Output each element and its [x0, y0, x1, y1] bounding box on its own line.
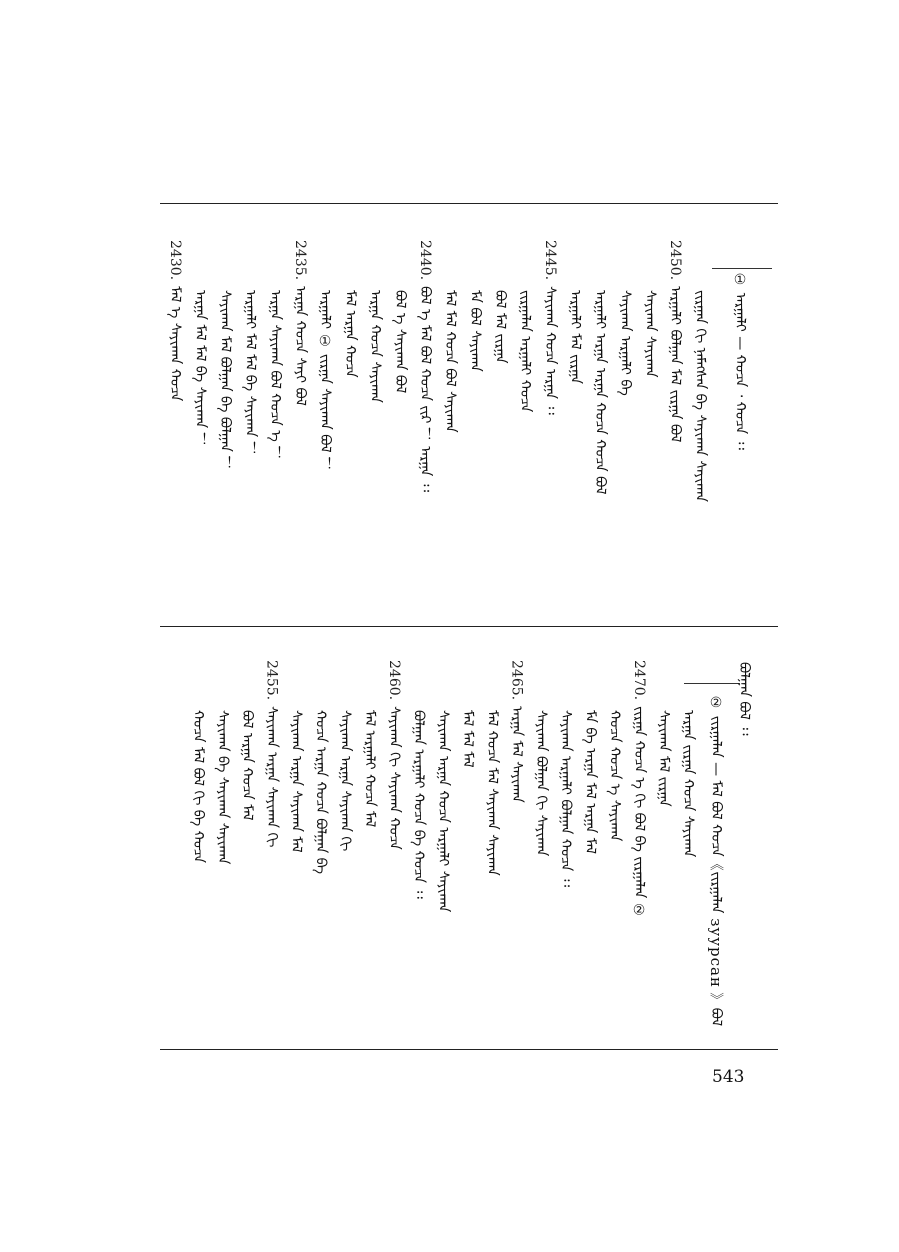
line-text: ᠠᠷᠭᠠᠯᠢ ᠮᠠᠯ ᠮᠠᠯ ᠪᠡ ᠰᠠᠶᠢᠬᠠᠨ ！	[242, 290, 258, 456]
line-text: ᠠᠷᠭᠠ ᠵᠢᠷᠭᠠ ᠬᠤᠴᠠ ᠰᠠᠶᠢᠬᠠᠨ	[680, 710, 696, 858]
line-text: ᠪᠣᠯ ᠮᠠᠯ ᠵᠢᠷᠭᠠ	[492, 290, 508, 364]
verse-line	[315, 290, 335, 471]
line-text: ᠰᠠᠶᠢᠬᠠᠨ ᠬᠤᠴᠠ ᠠᠷᠭᠠ ᠄᠄	[542, 286, 558, 415]
line-text: ᠪᠣᠯ ᠡ ᠮᠠᠯ ᠪᠣᠯ ᠬᠤᠴᠠ ᠵᠢᠷ ！ ᠠᠷᠭᠠ ᠄᠄	[417, 286, 433, 493]
verse-line	[515, 290, 535, 412]
line-text: ᠪᠣᠯ ᠡ ᠰᠠᠶᠢᠬᠠᠨ ᠪᠣᠯ	[392, 290, 408, 394]
footnote-1	[730, 272, 750, 450]
verse-line	[415, 240, 435, 492]
verse-line	[215, 290, 235, 470]
verse-line	[409, 710, 429, 899]
line-text: ᠠᠷᠭᠠᠯᠢ ᠪᠣᠯᠭᠠᠨ ᠮᠠᠯ ᠵᠢᠷᠭᠠ ᠪᠣᠯ	[667, 286, 683, 443]
footnote-2	[706, 695, 726, 1026]
line-number: 2465.	[508, 660, 525, 701]
line-text: ᠰᠠᠶᠢᠬᠠᠨ ᠠᠷᠭᠠᠯᠢ ᠪᠡ	[617, 290, 633, 396]
line-text: ᠵᠢᠷᠭᠠᠯᠠᠨ ᠠᠷᠭᠠᠯᠢ ᠬᠤᠴᠠ	[517, 290, 533, 413]
verse-line	[507, 660, 527, 803]
verse-line	[365, 290, 385, 403]
verse-line	[531, 710, 551, 856]
verse-line	[465, 290, 485, 372]
verse-line	[580, 710, 600, 854]
verse-line	[615, 290, 635, 396]
line-text: ᠮᠠᠯ ᠠᠷᠭᠠᠯᠢ ᠬᠤᠴᠠ ᠮᠠᠯ	[361, 710, 378, 828]
line-number: 2445.	[542, 240, 558, 281]
verse-line	[665, 240, 685, 442]
line-text: ᠮᠠᠯ ᠠᠷᠭᠠ ᠬᠤᠴᠠ	[342, 290, 358, 378]
line-text: ᠠᠷᠭᠠᠯᠢ ᠠᠷᠭᠠ ᠠᠷᠭᠠ ᠬᠤᠴᠠ ᠬᠤᠴᠠ ᠪᠣᠯ	[592, 290, 608, 495]
horizontal-rule-bottom	[160, 1049, 778, 1050]
verse-line	[335, 710, 355, 851]
line-number: 2460.	[386, 660, 402, 701]
line-text: ᠮᠠᠯ ᠮᠠᠯ ᠮᠠᠯ	[459, 710, 476, 768]
verse-line	[286, 710, 306, 853]
verse-line	[678, 710, 698, 857]
line-text: ᠬᠤᠴᠠ ᠮᠠᠯ ᠪᠣᠯ ᠬᠢ ᠪᠡ ᠬᠤᠴᠠ	[190, 710, 206, 864]
footnote-text: ᠵᠢᠷᠭᠠᠯᠠᠨ — ᠮᠠᠯ ᠪᠣᠯ ᠬᠤᠴᠠ《ᠵᠢᠷᠭᠠᠯᠠᠨ	[708, 715, 724, 914]
line-text: ᠪᠣᠯᠭᠠᠨ ᠠᠷᠭᠠᠯᠢ ᠬᠤᠴᠠ ᠪᠡ ᠬᠤᠴᠠ ᠄᠄	[410, 710, 427, 899]
line-text: ᠮᠠ ᠪᠣᠯ ᠰᠠᠶᠢᠬᠠᠨ	[467, 290, 483, 372]
verse-line	[290, 240, 310, 406]
verse-line	[311, 710, 331, 874]
verse-line	[262, 660, 282, 847]
line-number: 2455.	[263, 660, 280, 701]
horizontal-rule-middle	[160, 626, 778, 627]
footnote-separator-bottom	[684, 683, 740, 684]
verse-line	[384, 660, 404, 850]
line-text: ᠰᠠᠶᠢᠬᠠᠨ ᠠᠷᠭᠠ ᠰᠠᠶᠢᠬᠠᠨ ᠬᠢ	[263, 706, 280, 848]
line-text: ᠰᠠᠶᠢᠬᠠᠨ ᠠᠷᠭᠠ ᠰᠠᠶᠢᠬᠠᠨ ᠮᠠᠯ	[288, 710, 304, 853]
line-text: ᠪᠣᠯ ᠠᠷᠭᠠ ᠬᠤᠴᠠ ᠮᠠᠯ	[239, 710, 255, 821]
verse-line	[265, 290, 285, 460]
verse-line	[190, 290, 210, 447]
line-text: ᠮᠠᠯ ᠡ ᠰᠠᠶᠢᠬᠠᠨ ᠬᠤᠴᠠ	[167, 286, 183, 402]
footnote-marker: ②	[708, 695, 724, 711]
line-text: ᠰᠠᠶᠢᠬᠠᠨ ᠮᠠᠯ ᠪᠣᠯᠭᠠᠨ ᠪᠡ ᠪᠣᠯᠭᠠᠨ ！	[217, 290, 233, 471]
verse-line	[605, 710, 625, 841]
line-text: ᠠᠷᠭᠠ ᠰᠠᠶᠢᠬᠠᠨ ᠪᠣᠯ ᠬᠤᠴᠠ ᠡ ！	[267, 290, 283, 461]
line-text: ᠰᠠᠶᠢᠬᠠᠨ ᠬᠢ ᠰᠠᠶᠢᠬᠠᠨ ᠬᠤᠴᠠ	[386, 706, 402, 850]
line-text: ᠰᠠᠶᠢᠬᠠᠨ ᠪᠡ ᠰᠠᠶᠢᠬᠠᠨ ᠰᠠᠶᠢᠬᠠᠨ	[214, 710, 231, 865]
line-text: ᠮᠠ ᠪᠡ ᠠᠷᠭᠠ ᠮᠠᠯ ᠠᠷᠭᠠ ᠮᠠᠯ	[582, 710, 598, 854]
line-text: ᠮᠠᠯ ᠬᠤᠴᠠ ᠮᠠᠯ ᠰᠠᠶᠢᠬᠠᠨ ᠰᠠᠶᠢᠬᠠᠨ	[484, 710, 500, 876]
verse-line	[640, 290, 660, 378]
line-number: 2470.	[631, 660, 647, 701]
verse-line	[360, 710, 380, 827]
verse-line	[565, 290, 585, 384]
verse-line	[237, 710, 257, 820]
line-text: ᠬᠤᠴᠠ ᠠᠷᠭᠠ ᠬᠤᠴᠠ ᠪᠣᠯᠭᠠᠨ ᠪᠡ	[312, 710, 329, 875]
verse-line	[458, 710, 478, 768]
line-text: ᠰᠠᠶᠢᠬᠠᠨ ᠠᠷᠭᠠᠯᠢ ᠪᠣᠯᠭᠠᠨ ᠬᠤᠴᠠ ᠄᠄	[557, 710, 574, 888]
line-text: ᠰᠠᠶᠢᠬᠠᠨ ᠰᠠᠶᠢᠬᠠᠨ	[642, 290, 658, 378]
verse-line	[188, 710, 208, 863]
line-text: ᠠᠷᠭᠠᠯᠢ ᠮᠠᠯ ᠵᠢᠷᠭᠠ	[567, 290, 583, 385]
footnote-cyrillic-word: зуурсан	[707, 918, 725, 988]
line-text: ᠰᠠᠶᠢᠬᠠᠨ ᠠᠷᠭᠠ ᠰᠠᠶᠢᠬᠠᠨ ᠬᠢ	[337, 710, 353, 852]
line-text: ᠵᠢᠷᠭᠠ ᠬᠤᠴᠠ ᠡ ᠬᠢ ᠪᠣᠯ ᠪᠡ ᠵᠢᠷᠭᠠᠯᠠᠨ ②	[631, 706, 647, 919]
line-text: ᠠᠷᠭᠠ ᠮᠠᠯ ᠮᠠᠯ ᠪᠡ ᠰᠠᠶᠢᠬᠠᠨ ！	[192, 290, 208, 447]
line-number: 2430.	[167, 240, 183, 281]
footnote-separator-top	[712, 268, 772, 269]
verse-line	[540, 240, 560, 415]
line-text: ᠮᠠᠯ ᠮᠠᠯ ᠬᠤᠴᠠ ᠪᠣᠯ ᠰᠠᠶᠢᠬᠠᠨ	[442, 290, 458, 433]
verse-line	[590, 290, 610, 495]
line-number: 2440.	[417, 240, 433, 281]
verse-line	[690, 290, 710, 502]
line-text: ᠠᠷᠭᠠ ᠬᠤᠴᠠ ᠰᠠᠶᠢ ᠪᠣᠯ	[292, 286, 308, 406]
verse-line	[340, 290, 360, 378]
horizontal-rule-top	[160, 203, 778, 204]
line-number: 2450.	[667, 240, 683, 281]
verse-line	[482, 710, 502, 876]
line-number: 2435.	[292, 240, 308, 281]
verse-line	[165, 240, 185, 401]
verse-line	[440, 290, 460, 433]
footnote-text: ᠠᠷᠭᠠᠯᠢ — ᠬᠤᠴᠠ ᠂ ᠬᠤᠴᠠ ᠄᠄	[732, 292, 748, 450]
carry-over-line	[734, 662, 754, 736]
line-text: ᠵᠢᠷᠭᠠᠨ ᠬᠢ ᠨᠡᠮᠡᠭᠰᠡᠨ ᠪᠡ ᠰᠠᠶᠢᠬᠠᠨ ᠰᠠᠶᠢᠬᠠᠨ	[692, 290, 708, 502]
verse-line	[490, 290, 510, 363]
verse-line	[629, 660, 649, 919]
footnote-text-end: 》ᠪᠣᠯ	[708, 992, 724, 1027]
verse-line	[433, 710, 453, 912]
footnote-marker: ①	[732, 272, 748, 288]
line-text: ᠰᠠᠶᠢᠬᠠᠨ ᠮᠠᠯ ᠵᠢᠷᠭᠠ	[655, 710, 672, 807]
verse-line	[654, 710, 674, 807]
line-text: ᠠᠷᠭᠠᠯᠢ ① ᠵᠢᠷᠭᠠ ᠰᠠᠶᠢᠬᠠᠨ ᠪᠣᠯ ！	[317, 290, 333, 472]
verse-line	[390, 290, 410, 393]
page-number: 543	[712, 1067, 745, 1087]
verse-line	[240, 290, 260, 456]
line-text: ᠠᠷᠭᠠ ᠮᠠᠯ ᠰᠠᠶᠢᠬᠠᠨ	[508, 706, 525, 803]
line-text: ᠬᠤᠴᠠ ᠬᠤᠴᠠ ᠡ ᠰᠠᠶᠢᠬᠠᠨ	[606, 710, 623, 842]
line-text: ᠠᠷᠭᠠ ᠬᠤᠴᠠ ᠰᠠᠶᠢᠬᠠᠨ	[367, 290, 383, 403]
line-text: ᠰᠠᠶᠢᠬᠠᠨ ᠠᠷᠭᠠ ᠬᠤᠴᠠ ᠠᠷᠭᠠᠯᠢ ᠰᠠᠶᠢᠬᠠᠨ	[435, 710, 451, 913]
carry-over-text: ᠪᠣᠯᠭᠠᠨ ᠪᠣᠯ ᠄᠄	[736, 662, 752, 736]
line-text: ᠰᠠᠶᠢᠬᠠᠨ ᠪᠣᠯᠭᠠᠨ ᠬᠢ ᠰᠠᠶᠢᠬᠠᠨ	[533, 710, 549, 857]
verse-line	[556, 710, 576, 887]
verse-line	[213, 710, 233, 864]
